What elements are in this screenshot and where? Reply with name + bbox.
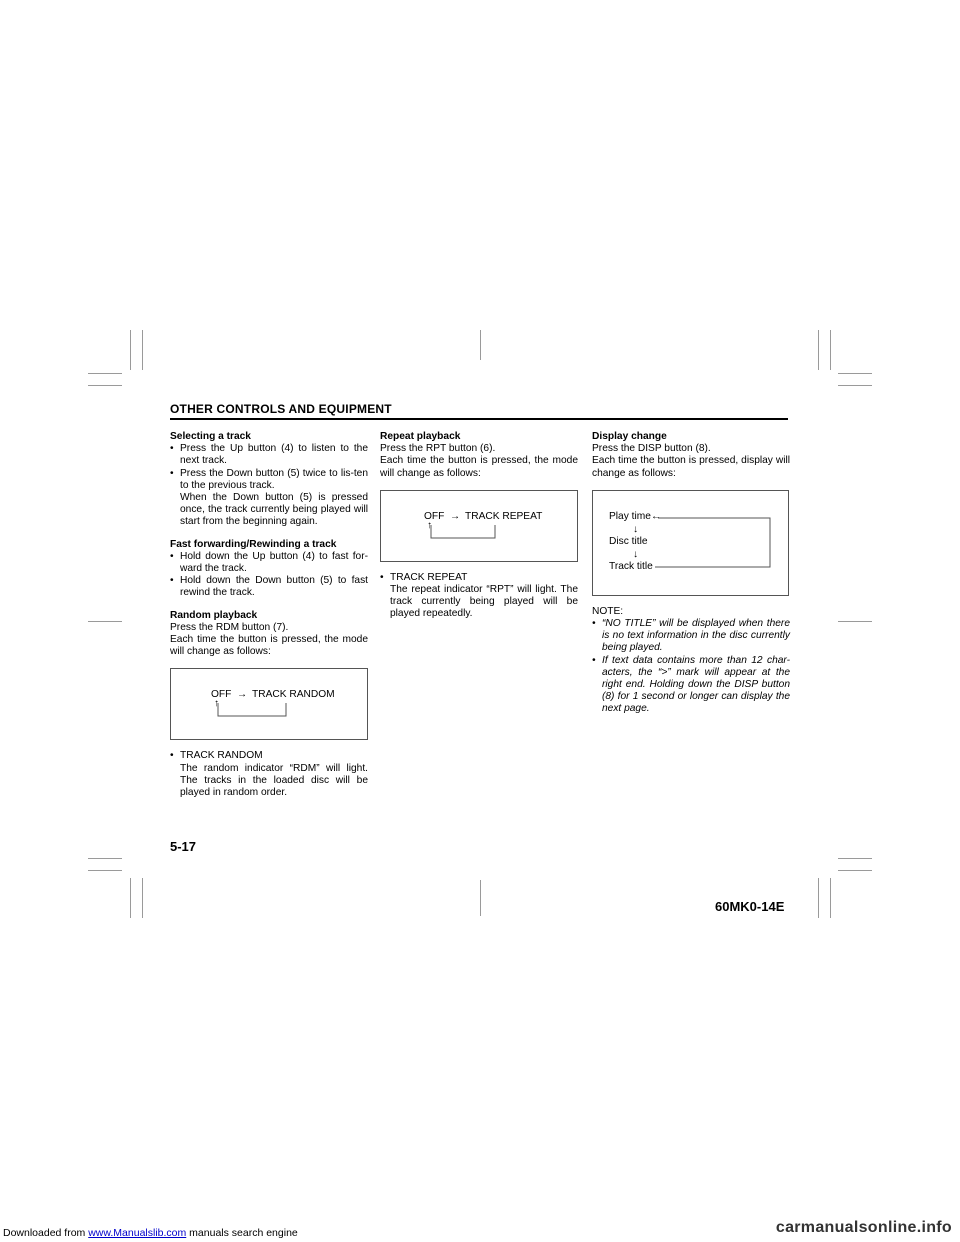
repeat-intro-1: Press the RPT button (6). — [380, 443, 496, 455]
selecting-heading: Selecting a track — [170, 431, 251, 442]
down-arrow-icon: ↓ — [633, 523, 639, 535]
display-intro-2: Each time the button is pressed, display will change as follows: — [592, 455, 790, 479]
display-mode-diagram — [592, 490, 789, 596]
column-3 — [592, 431, 790, 716]
header-rule — [170, 418, 788, 420]
disc-title-label: Disc title — [609, 535, 648, 547]
ff-bullet-2: • Hold down the Down button (5) to fast rewind the track. — [170, 575, 368, 599]
repeat-loop-line — [381, 491, 577, 561]
repeat-mode-diagram — [380, 490, 578, 562]
footer-suffix: manuals search engine — [186, 1227, 298, 1239]
ff-bullet-1: • Hold down the Up button (4) to fast for-ward the track. — [170, 551, 368, 575]
left-arrow-icon: ← — [651, 510, 662, 522]
repeat-mode-label: TRACK REPEAT — [465, 510, 543, 522]
random-intro-1: Press the RDM button (7). — [170, 621, 289, 633]
note-bullet-1: • “NO TITLE” will be displayed when there is no text information in the disc currently being played. — [592, 618, 790, 655]
right-arrow-icon: → — [237, 689, 248, 701]
display-heading: Display change — [592, 431, 667, 442]
up-arrow-icon: ↑ — [427, 519, 432, 531]
random-off-label: OFF — [211, 689, 232, 701]
repeat-bullet-title: • TRACK REPEAT — [380, 572, 578, 584]
watermark: carmanualsonline.info — [775, 1219, 952, 1236]
random-bullet-title: • TRACK RANDOM — [170, 750, 368, 762]
download-footer — [3, 1227, 298, 1239]
track-title-label: Track title — [609, 560, 653, 572]
note-label: NOTE: — [592, 605, 624, 617]
selecting-extra: When the Down button (5) is pressed once, the track currently being played will start from the beginning again. — [180, 492, 368, 528]
repeat-bullet-body: The repeat indicator “RPT” will light. The track currently being played will be played repeatedly. — [390, 584, 578, 620]
random-bullet-body: The random indicator “RDM” will light. The tracks in the loaded disc will be played in random order. — [180, 762, 368, 799]
repeat-off-label: OFF — [424, 510, 445, 522]
ff-heading: Fast forwarding/Rewinding a track — [170, 538, 337, 550]
display-intro-1: Press the DISP button (8). — [592, 443, 711, 455]
selecting-bullet-1: • Press the Up button (4) to listen to the next track. — [170, 443, 368, 467]
selecting-bullet-2: • Press the Down button (5) twice to lis-ten to the previous track. — [170, 468, 368, 492]
column-2 — [380, 431, 578, 621]
footer-prefix: Downloaded from — [3, 1227, 89, 1239]
right-arrow-icon: → — [450, 510, 461, 522]
random-heading: Random playback — [170, 609, 258, 621]
down-arrow-icon: ↓ — [633, 548, 639, 560]
repeat-intro-2: Each time the button is pressed, the mode will change as follows: — [380, 455, 578, 479]
play-time-label: Play time — [609, 510, 651, 522]
note-bullet-2: • If text data contains more than 12 char-acters, the “>” mark will appear at the right end. Holding down the DISP button (8) for 1 second or longer can display the next page. — [592, 655, 790, 716]
random-loop-line — [171, 669, 367, 739]
column-1 — [170, 431, 368, 799]
random-mode-diagram — [170, 668, 368, 740]
repeat-heading: Repeat playback — [380, 431, 461, 442]
manualslib-link[interactable]: www.Manualslib.com — [88, 1227, 187, 1239]
up-arrow-icon: ↑ — [214, 698, 219, 710]
document-code: 60MK0-14E — [715, 899, 785, 914]
section-title: OTHER CONTROLS AND EQUIPMENT — [170, 402, 392, 416]
page-number: 5-17 — [170, 839, 197, 854]
random-mode-label: TRACK RANDOM — [252, 689, 335, 701]
random-intro-2: Each time the button is pressed, the mode will change as follows: — [170, 634, 368, 658]
